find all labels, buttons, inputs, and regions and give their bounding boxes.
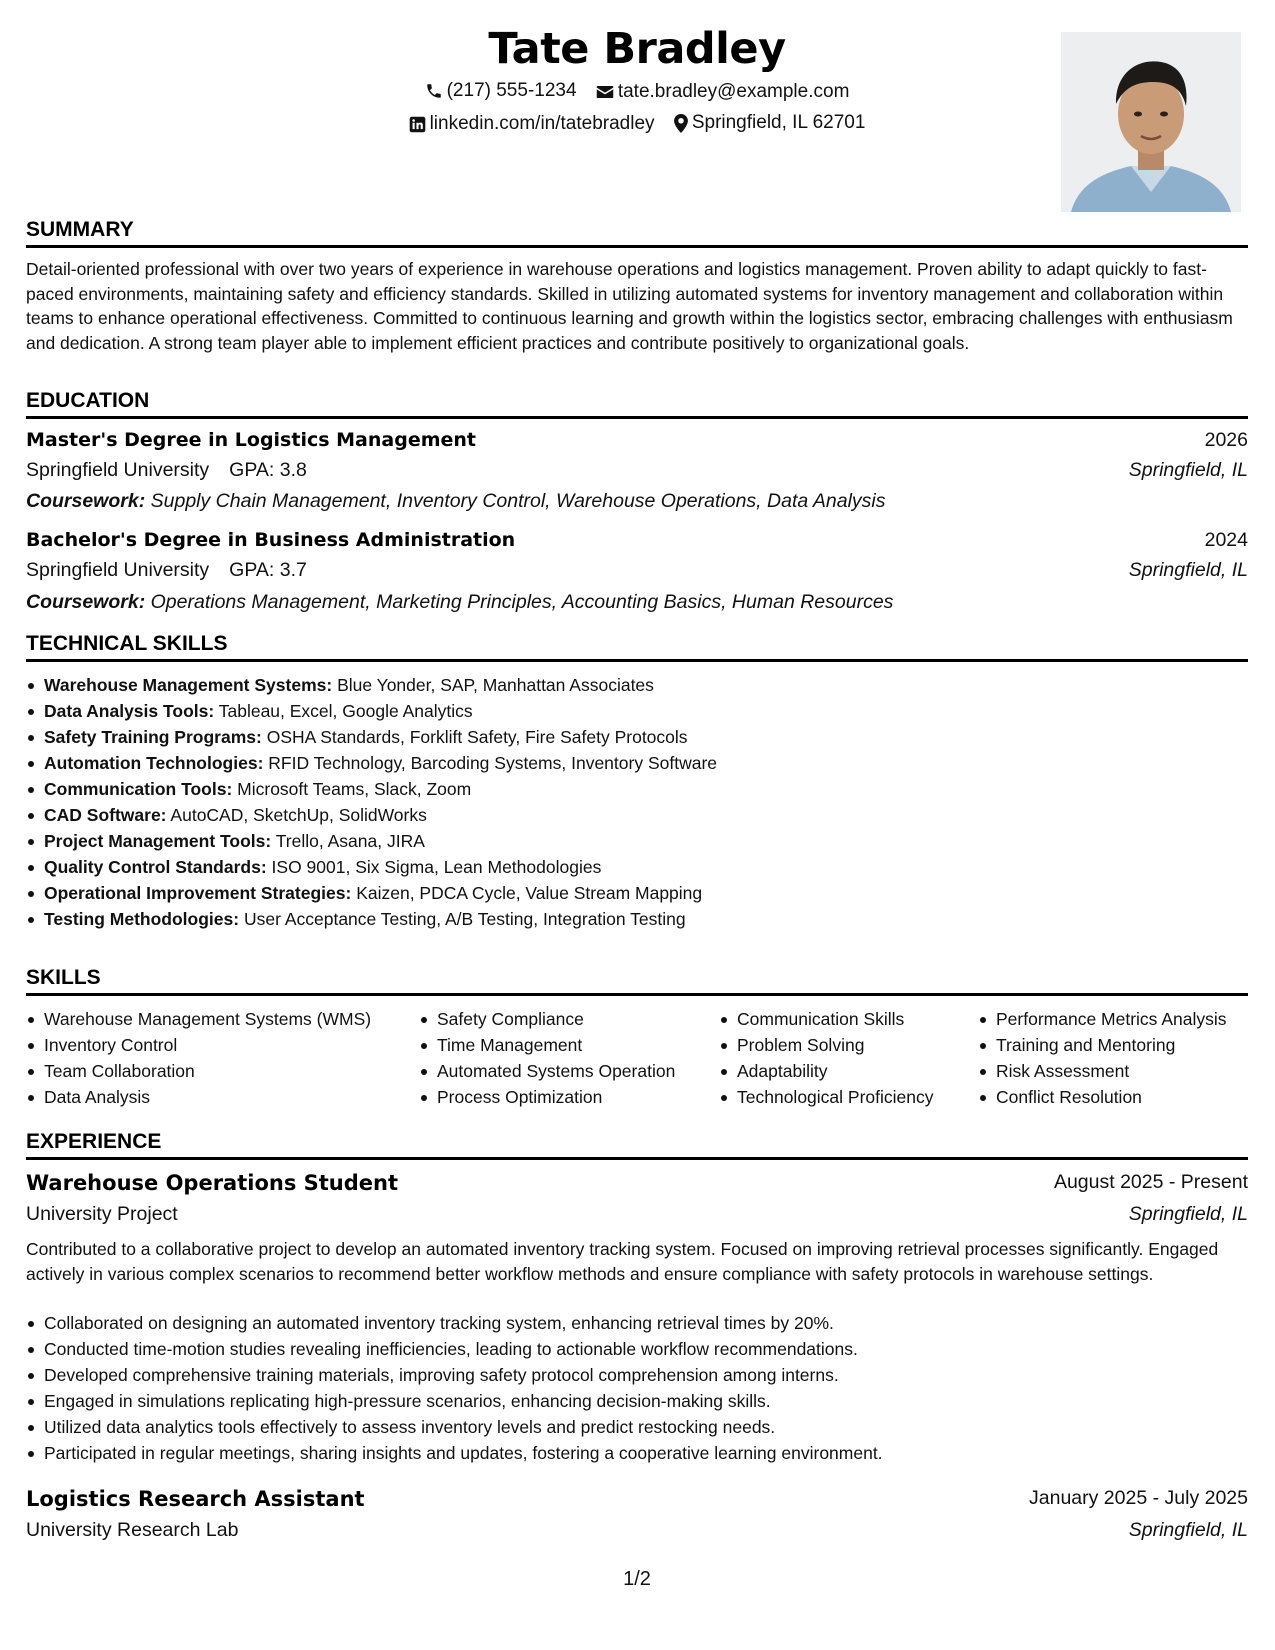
skills-column-2	[419, 1006, 675, 1110]
job-dates: August 2025 - Present	[1053, 1171, 1248, 1193]
technical-skills-heading: TECHNICAL SKILLS	[26, 632, 1248, 662]
list-item: Performance Metrics Analysis	[978, 1006, 1227, 1032]
education-school-row	[26, 559, 1248, 587]
education-school-row	[26, 459, 1248, 487]
list-item	[26, 724, 1248, 750]
gpa: GPA: 3.8	[229, 459, 307, 481]
list-item	[26, 828, 1248, 854]
skill-category: Testing Methodologies:	[44, 909, 240, 929]
skills-heading: SKILLS	[26, 966, 1248, 996]
skill-category: Warehouse Management Systems:	[44, 675, 333, 695]
list-item: Participated in regular meetings, sharing insights and updates, fostering a cooperative learning environment.	[26, 1440, 1248, 1466]
organization: University Project	[26, 1203, 178, 1225]
school-location: Springfield, IL	[1128, 459, 1248, 481]
job-dates: January 2025 - July 2025	[1029, 1487, 1248, 1509]
list-item: Conducted time-motion studies revealing inefficiencies, leading to actionable workflow recommendations.	[26, 1336, 1248, 1362]
skill-category: Project Management Tools:	[44, 831, 272, 851]
skill-values: Trello, Asana, JIRA	[275, 831, 425, 851]
list-item: Warehouse Management Systems (WMS)	[26, 1006, 371, 1032]
experience-org-row	[26, 1203, 1248, 1231]
phone-icon	[425, 82, 443, 100]
profile-photo	[1061, 32, 1241, 212]
skill-values: Tableau, Excel, Google Analytics	[218, 701, 473, 721]
page-number: 1/2	[623, 1568, 651, 1590]
list-item	[26, 880, 1248, 906]
job-location: Springfield, IL	[1128, 1519, 1248, 1541]
gpa: GPA: 3.7	[229, 559, 307, 581]
list-item: Process Optimization	[419, 1084, 675, 1110]
candidate-name: Tate Bradley	[488, 24, 786, 74]
location-contact	[674, 112, 866, 134]
school-line	[26, 559, 307, 582]
skills-grid	[26, 1006, 1248, 1116]
job-description: Contributed to a collaborative project to develop an automated inventory tracking system. Focused on improving retrieval processes significantly. Engaged actively in various complex scenarios to recommend better workflow methods and ensure compliance with safety protocols in warehouse settings.	[26, 1239, 1219, 1284]
list-item: Adaptability	[719, 1058, 934, 1084]
list-item: Conflict Resolution	[978, 1084, 1227, 1110]
email-contact[interactable]	[596, 81, 850, 103]
email-text[interactable]: tate.bradley@example.com	[617, 81, 850, 102]
list-item: Technological Proficiency	[719, 1084, 934, 1110]
coursework	[26, 490, 886, 513]
skill-category: Automation Technologies:	[44, 753, 264, 773]
job-bullets	[26, 1310, 1248, 1466]
summary-text: Detail-oriented professional with over two years of experience in warehouse operations and logistics management. Proven ability to adapt quickly to fast-paced environments, maintaining safety and efficiency standards. Skilled in utilizing automated systems for inventory management and collaboration within teams to enhance operational effectiveness. Committed to continuous learning and growth within the logistics sector, embracing challenges with enthusiasm and dedication. A strong team player able to implement efficient practices and contribute positively to organizational goals.	[26, 259, 1233, 353]
map-pin-icon	[674, 114, 688, 133]
list-item: Collaborated on designing an automated inventory tracking system, enhancing retrieval times by 20%.	[26, 1310, 1248, 1336]
education-title-row	[26, 429, 1248, 457]
school-name: Springfield University	[26, 459, 210, 481]
skill-category: Quality Control Standards:	[44, 857, 267, 877]
education-title-row	[26, 529, 1248, 557]
list-item: Automated Systems Operation	[419, 1058, 675, 1084]
skills-column-4	[978, 1006, 1227, 1110]
summary-heading: SUMMARY	[26, 218, 1248, 248]
list-item	[26, 854, 1248, 880]
skill-values: Microsoft Teams, Slack, Zoom	[237, 779, 472, 799]
job-title: Warehouse Operations Student	[26, 1171, 399, 1195]
linkedin-contact[interactable]	[409, 113, 655, 135]
list-item	[26, 672, 1248, 698]
phone-contact	[425, 80, 577, 102]
school-location: Springfield, IL	[1128, 559, 1248, 581]
job-title: Logistics Research Assistant	[26, 1487, 365, 1511]
list-item	[26, 906, 1248, 932]
coursework-label: Coursework:	[26, 490, 146, 512]
skill-values: Kaizen, PDCA Cycle, Value Stream Mapping	[356, 883, 703, 903]
skill-values: AutoCAD, SketchUp, SolidWorks	[170, 805, 427, 825]
list-item	[26, 776, 1248, 802]
degree-title: Bachelor's Degree in Business Administration	[26, 529, 516, 551]
education-heading: EDUCATION	[26, 389, 1248, 419]
coursework-row	[26, 490, 1248, 518]
list-item: Team Collaboration	[26, 1058, 371, 1084]
resume-header	[26, 22, 1248, 212]
linkedin-text[interactable]: linkedin.com/in/tatebradley	[429, 113, 655, 134]
graduation-year: 2024	[1204, 529, 1248, 551]
experience-heading: EXPERIENCE	[26, 1130, 1248, 1160]
skill-values: RFID Technology, Barcoding Systems, Inventory Software	[268, 753, 718, 773]
school-line	[26, 459, 307, 482]
experience-title-row	[26, 1487, 1248, 1515]
phone-text: (217) 555-1234	[446, 80, 577, 101]
organization: University Research Lab	[26, 1519, 239, 1541]
experience-title-row	[26, 1171, 1248, 1199]
linkedin-icon	[409, 116, 426, 133]
skill-values: ISO 9001, Six Sigma, Lean Methodologies	[271, 857, 602, 877]
location-text: Springfield, IL 62701	[691, 112, 866, 133]
list-item	[26, 750, 1248, 776]
resume-page	[26, 0, 1248, 1650]
list-item: Engaged in simulations replicating high-pressure scenarios, enhancing decision-making skills.	[26, 1388, 1248, 1414]
list-item	[26, 698, 1248, 724]
skill-category: Operational Improvement Strategies:	[44, 883, 352, 903]
list-item: Problem Solving	[719, 1032, 934, 1058]
school-name: Springfield University	[26, 559, 210, 581]
list-item: Risk Assessment	[978, 1058, 1227, 1084]
coursework-list: Supply Chain Management, Inventory Control, Warehouse Operations, Data Analysis	[150, 490, 886, 512]
skill-category: Communication Tools:	[44, 779, 233, 799]
list-item: Inventory Control	[26, 1032, 371, 1058]
portrait-image	[1061, 32, 1241, 212]
skills-column-3	[719, 1006, 934, 1110]
coursework-label: Coursework:	[26, 591, 146, 613]
list-item: Data Analysis	[26, 1084, 371, 1110]
experience-org-row	[26, 1519, 1248, 1547]
envelope-icon	[596, 84, 614, 100]
skill-values: User Acceptance Testing, A/B Testing, Integration Testing	[243, 909, 686, 929]
list-item: Training and Mentoring	[978, 1032, 1227, 1058]
skill-category: CAD Software:	[44, 805, 167, 825]
list-item: Safety Compliance	[419, 1006, 675, 1032]
skill-values: OSHA Standards, Forklift Safety, Fire Safety Protocols	[266, 727, 688, 747]
graduation-year: 2026	[1204, 429, 1248, 451]
coursework	[26, 591, 893, 614]
skill-values: Blue Yonder, SAP, Manhattan Associates	[337, 675, 654, 695]
job-location: Springfield, IL	[1128, 1203, 1248, 1225]
degree-title: Master's Degree in Logistics Management	[26, 429, 477, 451]
list-item: Time Management	[419, 1032, 675, 1058]
technical-skills-list	[26, 672, 1248, 932]
skills-column-1	[26, 1006, 371, 1110]
list-item: Utilized data analytics tools effectively to assess inventory levels and predict restocking needs.	[26, 1414, 1248, 1440]
coursework-list: Operations Management, Marketing Principles, Accounting Basics, Human Resources	[150, 591, 894, 613]
coursework-row	[26, 591, 1248, 619]
skill-category: Data Analysis Tools:	[44, 701, 215, 721]
list-item: Developed comprehensive training materials, improving safety protocol comprehension among interns.	[26, 1362, 1248, 1388]
list-item: Communication Skills	[719, 1006, 934, 1032]
list-item	[26, 802, 1248, 828]
skill-category: Safety Training Programs:	[44, 727, 262, 747]
